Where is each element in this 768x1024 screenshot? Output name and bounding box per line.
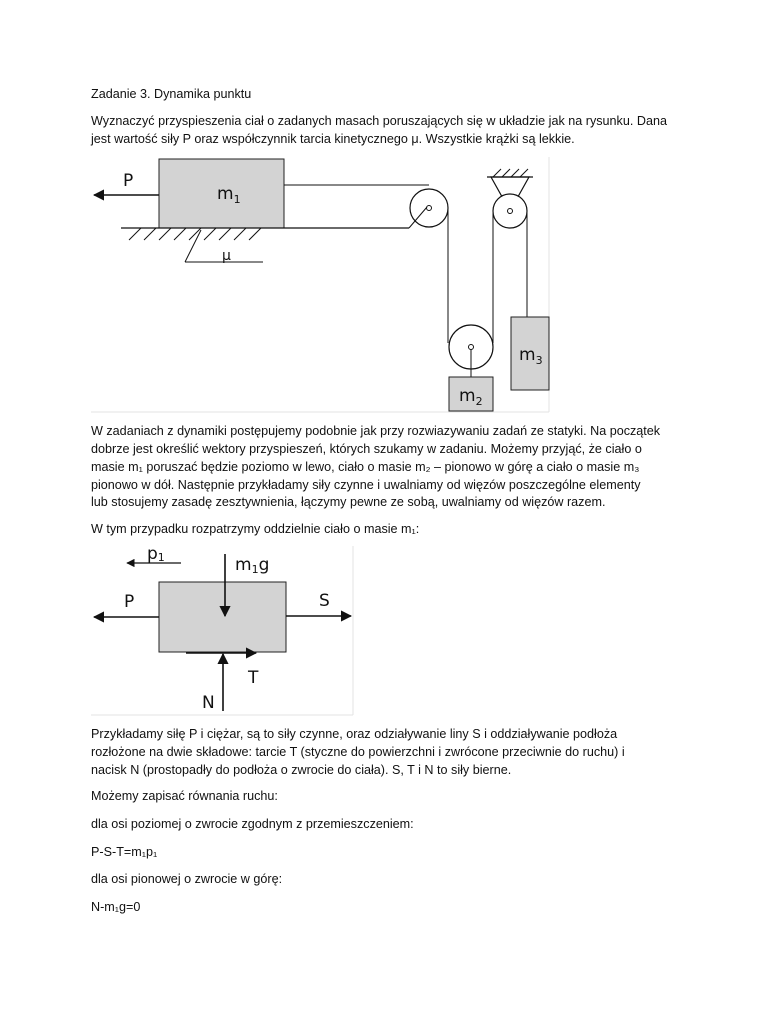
page-title: Zadanie 3. Dynamika punktu (91, 87, 252, 101)
label-S: S (319, 591, 330, 611)
intro-line-2: jest wartość siły P oraz współczynnik tarcia kinetycznego μ. Wszystkie krążki są lekkie. (91, 132, 575, 146)
para7: dla osi pionowej o zwrocie w górę: (91, 872, 283, 886)
label-m1: $m_1$ (217, 184, 241, 206)
free-body-diagram (91, 546, 355, 716)
label-mu: μ (222, 248, 231, 264)
label-p1: p1 (147, 546, 165, 564)
para2-line-5: lub stosujemy zasadę zesztywnienia, łączymy pewne ze sobą, uwalniamy od więzów razem. (91, 495, 606, 509)
para2-line-4: pionowo w dół. Następnie przykładamy siły czynne i uwalniamy od więzów poszczególne elementy (91, 478, 641, 492)
intro-line-1: Wyznaczyć przyspieszenia ciał o zadanych masach poruszających się w układzie jak na rysunku. Dana (91, 114, 667, 128)
label-P: P (123, 171, 134, 191)
para4-line-2: rozłożone na dwie składowe: tarcie T (styczne do powierzchni i zwrócone przeciwnie do ruchu) i (91, 745, 625, 759)
para2-line-1: W zadaniach z dynamiki postępujemy podobnie jak przy rozwiazywaniu zadań ze statyki. Na początek (91, 424, 661, 438)
label-m1g: m1g (235, 555, 270, 576)
para5: Możemy zapisać równania ruchu: (91, 789, 278, 803)
label-T: T (248, 668, 259, 688)
para4-line-3: nacisk N (prostopadły do podłoża o zwrocie do ciała). S, T i N to siły bierne. (91, 763, 512, 777)
para2-line-2: dobrze jest określić wektory przyspieszeń, których szukamy w zadaniu. Możemy przyjąć, że ciało o (91, 442, 642, 456)
label-m2: $m_2$ (459, 386, 483, 408)
para2-line-3: masie m₁ poruszać będzie poziomo w lewo, ciało o masie m₂ – pionowo w górę a ciało o masie m₃ (91, 460, 640, 474)
equation-horizontal: P-S-T=m₁p₁ (91, 845, 158, 859)
label-m3: $m_3$ (519, 345, 543, 367)
mass-m1-block (159, 582, 286, 652)
system-diagram (91, 157, 551, 413)
para6: dla osi poziomej o zwrocie zgodnym z przemieszczeniem: (91, 817, 414, 831)
label-N: N (202, 693, 215, 713)
ground-hatching (129, 228, 261, 240)
para4-line-1: Przykładamy siłę P i ciężar, są to siły czynne, oraz odziaływanie liny S i oddziaływanie podłoża (91, 727, 618, 741)
para3: W tym przypadku rozpatrzymy oddzielnie ciało o masie m₁: (91, 522, 420, 536)
equation-vertical: N-m₁g=0 (91, 900, 141, 914)
label-P: P (124, 592, 135, 612)
